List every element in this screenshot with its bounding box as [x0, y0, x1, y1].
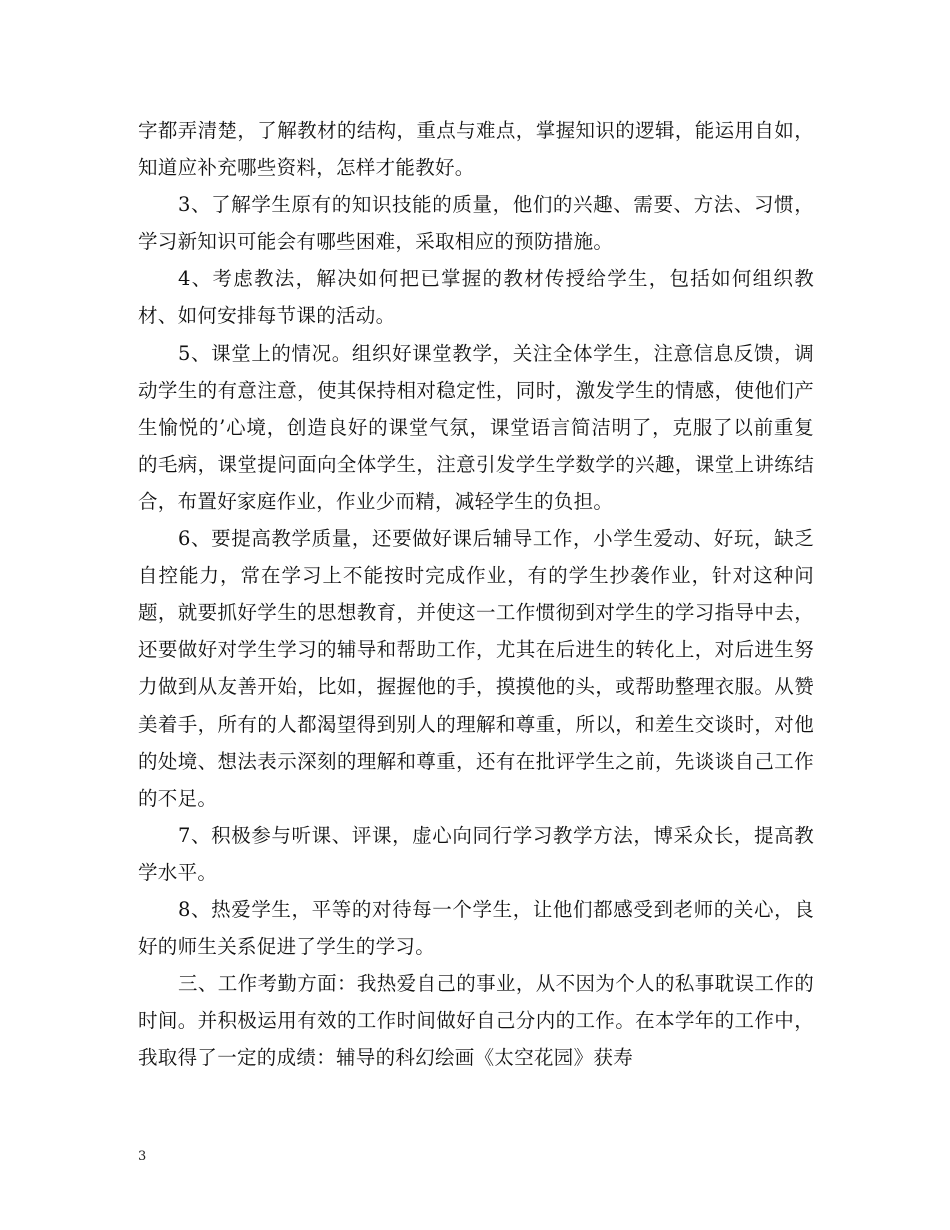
- paragraph-item-5: 5、课堂上的情况。组织好课堂教学，关注全体学生，注意信息反馈，调动学生的有意注意，使其保持相对稳定性，同时，激发学生的情感，使他们产生愉悦的’心境，创造良好的课堂气氛，课堂语言简洁明了，克服了以前重复的毛病，课堂提问面向全体学生，注意引发学生学数学的兴趣，课堂上讲练结合，布置好家庭作业，作业少而精，减轻学生的负担。: [138, 341, 814, 513]
- paragraph-continued: 字都弄清楚，了解教材的结构，重点与难点，掌握知识的逻辑，能运用自如，知道应补充哪些资料，怎样才能教好。: [138, 119, 814, 180]
- paragraph-item-4: 4、考虑教法，解决如何把已掌握的教材传授给学生，包括如何组织教材、如何安排每节课的活动。: [138, 267, 814, 328]
- paragraph-item-3: 3、了解学生原有的知识技能的质量，他们的兴趣、需要、方法、习惯，学习新知识可能会有哪些困难，采取相应的预防措施。: [138, 193, 814, 254]
- document-body: [138, 112, 814, 1076]
- paragraph-section-3: 三、工作考勤方面：我热爱自己的事业，从不因为个人的私事耽误工作的时间。并积极运用有效的工作时间做好自己分内的工作。在本学年的工作中，我取得了一定的成绩：辅导的科幻绘画《太空花园》获寿: [138, 972, 814, 1070]
- paragraph-item-7: 7、积极参与听课、评课，虚心向同行学习教学方法，博采众长，提高教学水平。: [138, 823, 814, 884]
- paragraph-item-8: 8、热爱学生，平等的对待每一个学生，让他们都感受到老师的关心，良好的师生关系促进了学生的学习。: [138, 897, 814, 959]
- paragraph-item-6: 6、要提高教学质量，还要做好课后辅导工作，小学生爱动、好玩，缺乏自控能力，常在学习上不能按时完成作业，有的学生抄袭作业，针对这种问题，就要抓好学生的思想教育，并使这一工作惯彻到对学生的学习指导中去，还要做好对学生学习的辅导和帮助工作，尤其在后进生的转化上，对后进生努力做到从友善开始，比如，握握他的手，摸摸他的头，或帮助整理衣服。从赞美着手，所有的人都渴望得到别人的理解和尊重，所以，和差生交谈时，对他的处境、想法表示深刻的理解和尊重，还有在批评学生之前，先谈谈自己工作的不足。: [138, 527, 814, 810]
- page-number: 3: [138, 1149, 147, 1164]
